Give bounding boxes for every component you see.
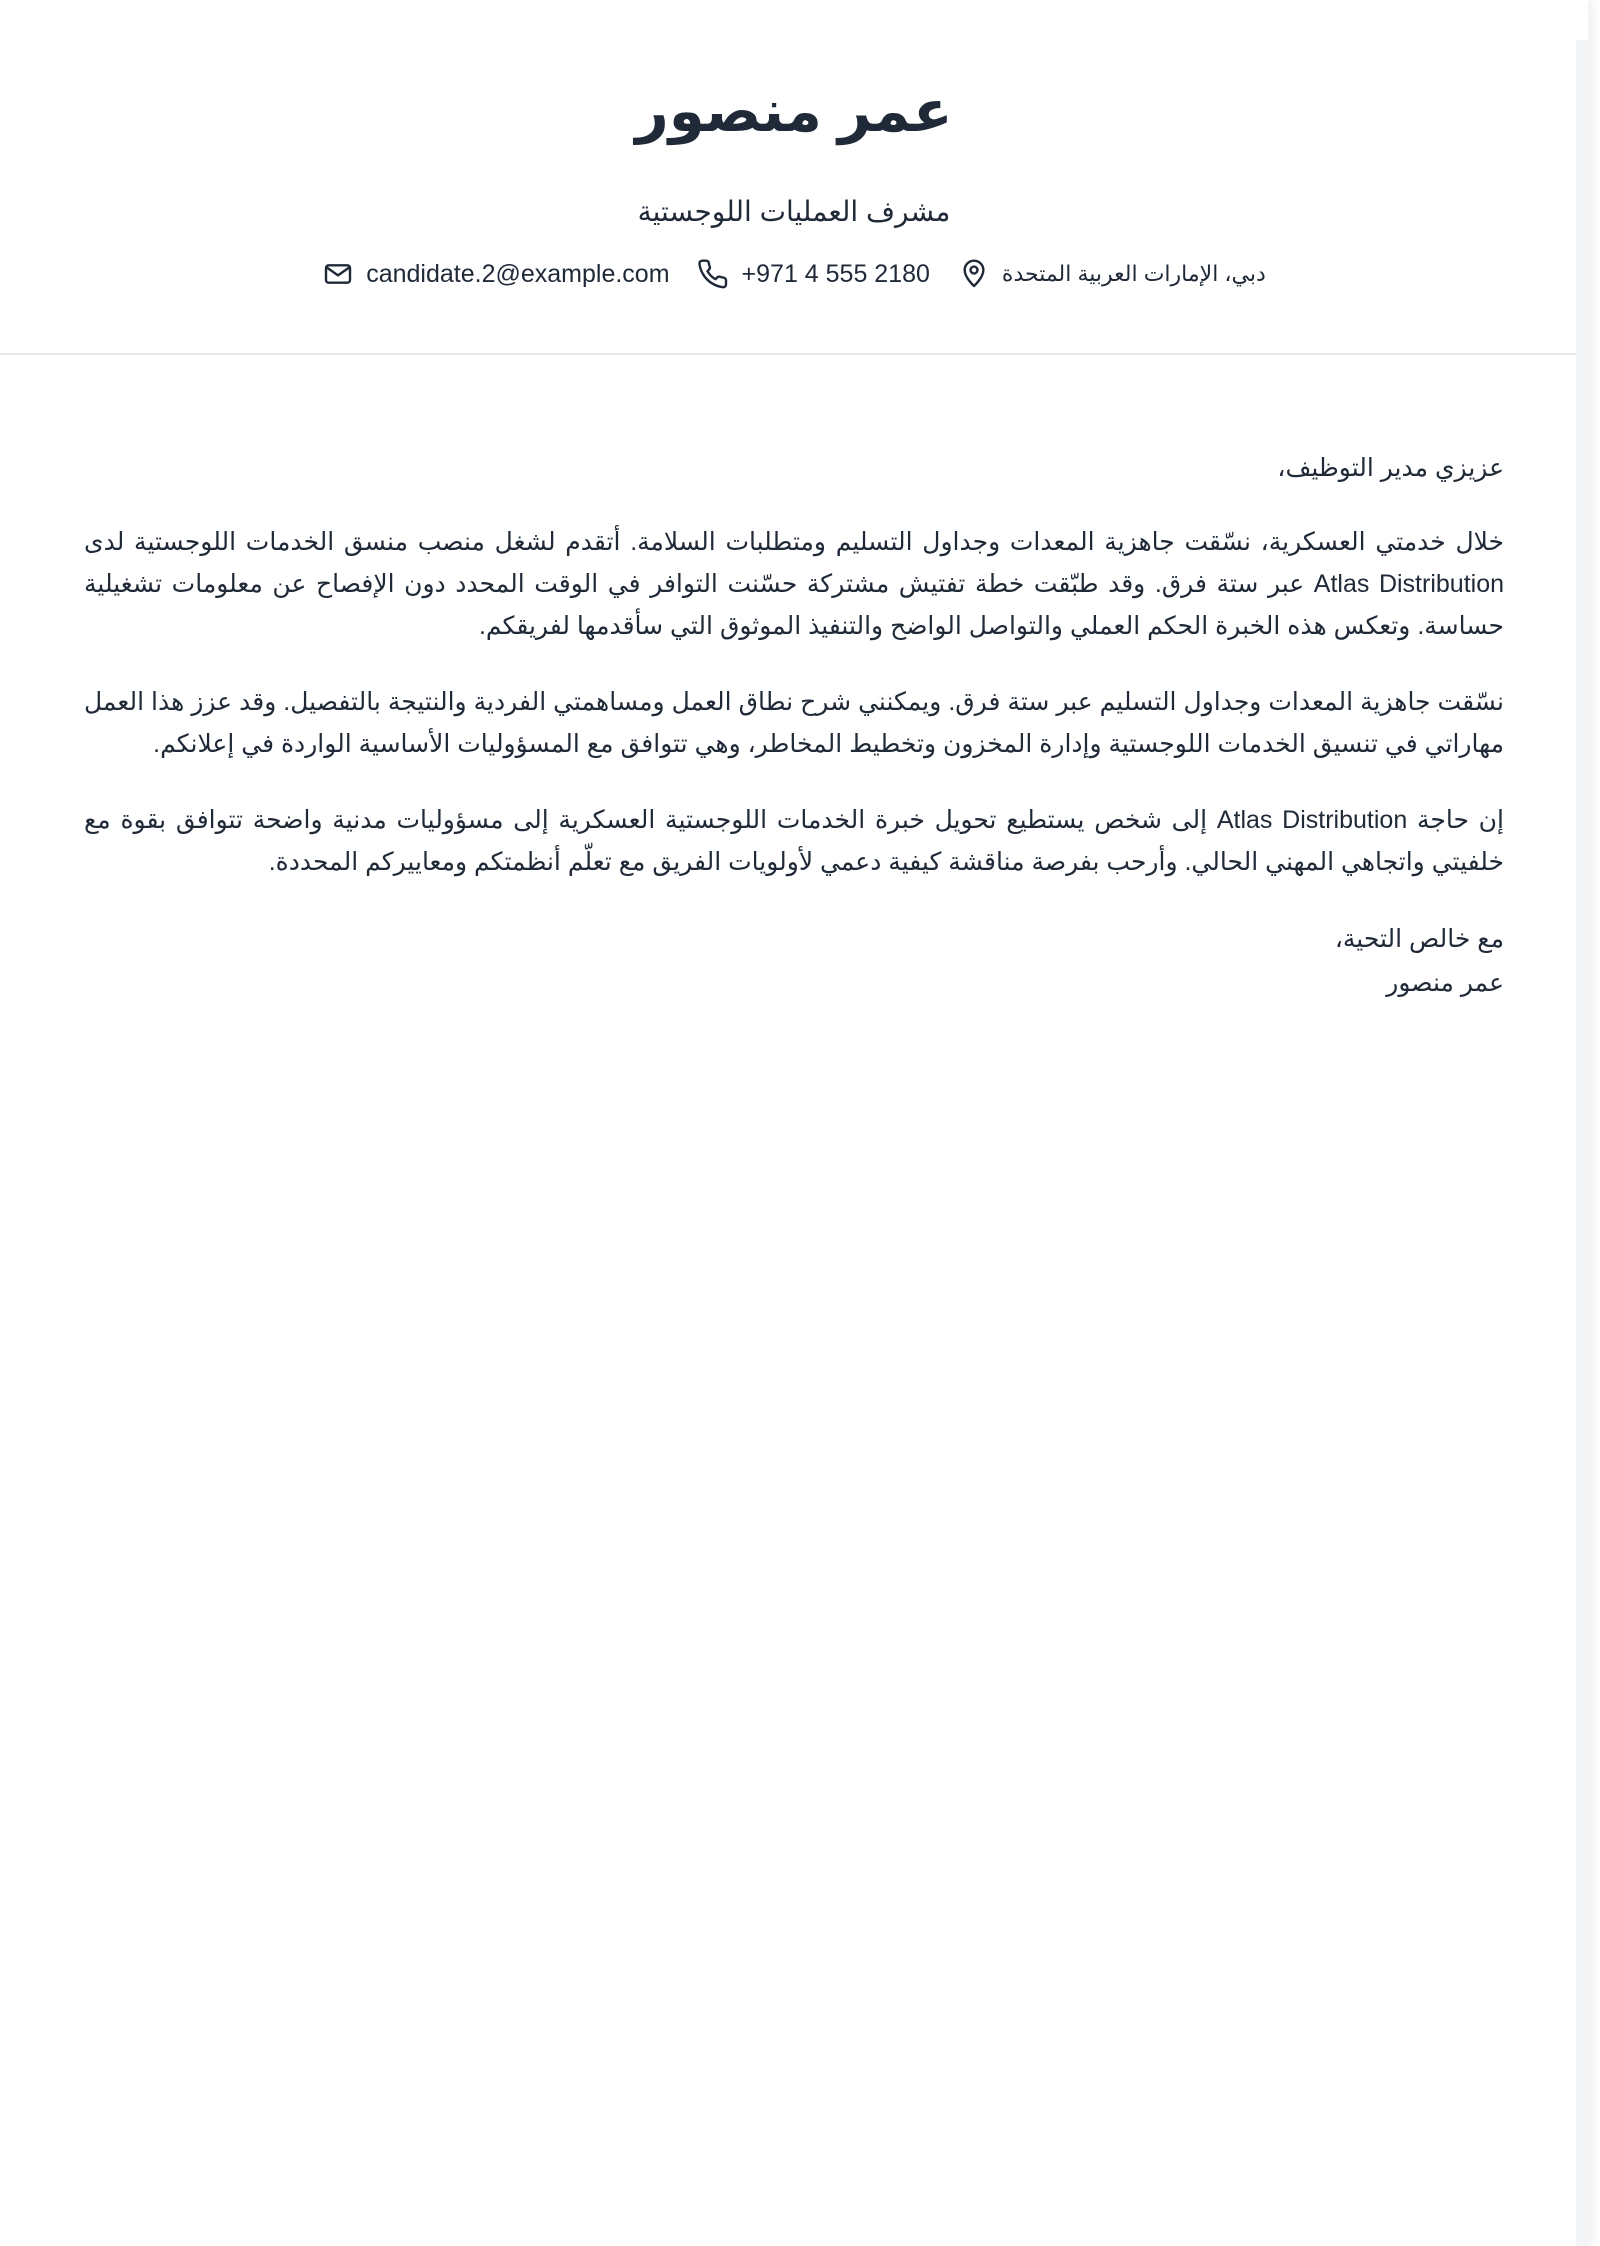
phone-icon (698, 258, 730, 290)
contact-info (0, 254, 1588, 294)
letter-greeting: عزيزي مدير التوظيف، (1277, 454, 1504, 482)
letter-paragraph-3: إن حاجة Atlas Distribution إلى شخص يستطيع تحويل خبرة الخدمات اللوجستية العسكرية إلى مسؤوليات مدنية واضحة تتوافق بقوة مع خلفيتي واتجاهي المهني الحالي. وأرحب بفرصة مناقشة كيفية دعمي لأولويات الفريق مع تعلّم أنظمتكم ومعاييركم المحددة. (84, 806, 1504, 876)
letter-body (0, 355, 1588, 1005)
phone-contact (698, 254, 930, 294)
location-contact (958, 254, 1266, 294)
email-contact (322, 254, 669, 294)
page-edge (1576, 40, 1588, 2246)
letter-signature: عمر منصور (1386, 969, 1504, 997)
letter-closing: مع خالص التحية، (1334, 925, 1504, 953)
candidate-title: مشرف العمليات اللوجستية (637, 196, 951, 227)
phone-text: +971 4 555 2180 (741, 260, 930, 288)
map-pin-icon (958, 258, 990, 290)
letter-header (0, 0, 1588, 355)
letter-paragraph-2: نسّقت جاهزية المعدات وجداول التسليم عبر ستة فرق. ويمكنني شرح نطاق العمل ومساهمتي الفردية والنتيجة بالتفصيل. وقد عزز هذا العمل مهاراتي في تنسيق الخدمات اللوجستية وإدارة المخزون وتخطيط المخاطر، وهي تتوافق مع المسؤوليات الأساسية الواردة في إعلانكم. (84, 688, 1504, 758)
location-text: دبي، الإمارات العربية المتحدة (1001, 261, 1266, 286)
letter-paragraph-1: خلال خدمتي العسكرية، نسّقت جاهزية المعدات وجداول التسليم ومتطلبات السلامة. أتقدم لشغل منصب منسق الخدمات اللوجستية لدى Atlas Distribution عبر ستة فرق. وقد طبّقت خطة تفتيش مشتركة حسّنت التوافر في الوقت المحدد دون الإفصاح عن معلومات تشغيلية حساسة. وتعكس هذه الخبرة الحكم العملي والتواصل الواضح والتنفيذ الموثوق التي سأقدمها لفريقكم. (84, 528, 1505, 640)
email-text: candidate.2@example.com (366, 260, 670, 288)
candidate-name: عمر منصور (635, 79, 953, 144)
envelope-icon (322, 258, 354, 290)
